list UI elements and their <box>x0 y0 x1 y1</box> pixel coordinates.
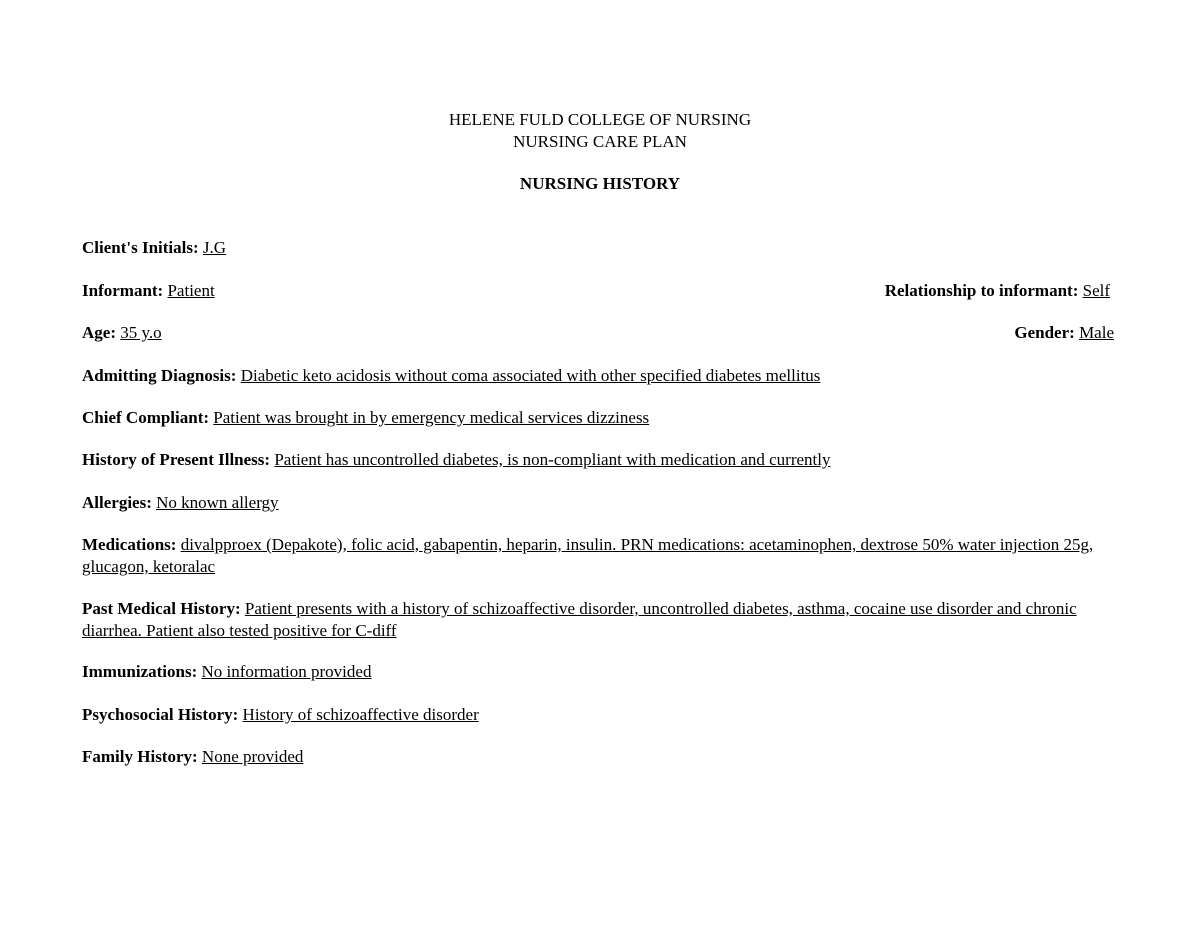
age-value: 35 y.o <box>120 323 162 342</box>
field-relationship <box>885 280 1110 302</box>
immunizations-label: Immunizations: <box>82 662 198 681</box>
field-complaint <box>82 407 1110 429</box>
initials-value: J.G <box>202 238 227 257</box>
allergies-label: Allergies: <box>82 493 152 512</box>
field-diagnosis <box>82 365 1110 387</box>
field-family <box>82 746 1110 768</box>
present-illness-value: Patient has uncontrolled diabetes, is non-compliant with medication and currently <box>274 450 831 469</box>
gender-label: Gender: <box>1014 323 1075 342</box>
family-label: Family History: <box>82 747 198 766</box>
past-history-label: Past Medical History: <box>82 599 241 618</box>
field-allergies <box>82 492 1110 514</box>
document-header <box>0 109 1200 153</box>
diagnosis-label: Admitting Diagnosis: <box>82 366 237 385</box>
psychosocial-label: Psychosocial History: <box>82 705 239 724</box>
informant-label: Informant: <box>82 281 164 300</box>
field-age <box>82 322 1110 344</box>
field-immunizations <box>82 661 1110 683</box>
field-initials <box>82 237 1110 259</box>
medications-label: Medications: <box>82 535 177 554</box>
informant-value: Patient <box>167 281 215 300</box>
initials-label: Client's Initials: <box>82 238 199 257</box>
complaint-label: Chief Compliant: <box>82 408 210 427</box>
relationship-value: Self <box>1082 281 1110 300</box>
field-past-history <box>82 598 1110 642</box>
family-value: None provided <box>201 747 304 766</box>
present-illness-label: History of Present Illness: <box>82 450 271 469</box>
college-name: HELENE FULD COLLEGE OF NURSING <box>448 110 752 129</box>
section-title: NURSING HISTORY <box>519 174 681 193</box>
field-gender <box>1014 322 1114 344</box>
field-present-illness <box>82 449 1110 471</box>
psychosocial-value: History of schizoaffective disorder <box>242 705 479 724</box>
immunizations-value: No information provided <box>201 662 372 681</box>
medications-value: divalpproex (Depakote), folic acid, gabapentin, heparin, insulin. PRN medications: acetaminophen, dextrose 50% water injection 25g, glucagon, ketoralac <box>82 535 1094 576</box>
diagnosis-value: Diabetic keto acidosis without coma associated with other specified diabetes mellitus <box>240 366 821 385</box>
field-medications <box>82 534 1110 578</box>
allergies-value: No known allergy <box>156 493 279 512</box>
complaint-value: Patient was brought in by emergency medical services dizziness <box>213 408 650 427</box>
plan-title: NURSING CARE PLAN <box>513 132 687 151</box>
past-history-value: Patient presents with a history of schizoaffective disorder, uncontrolled diabetes, asthma, cocaine use disorder and chronic diarrhea. Patient also tested positive for C-diff <box>82 599 1077 640</box>
age-label: Age: <box>82 323 116 342</box>
gender-value: Male <box>1079 323 1114 342</box>
relationship-label: Relationship to informant: <box>884 281 1079 300</box>
field-psychosocial <box>82 704 1110 726</box>
